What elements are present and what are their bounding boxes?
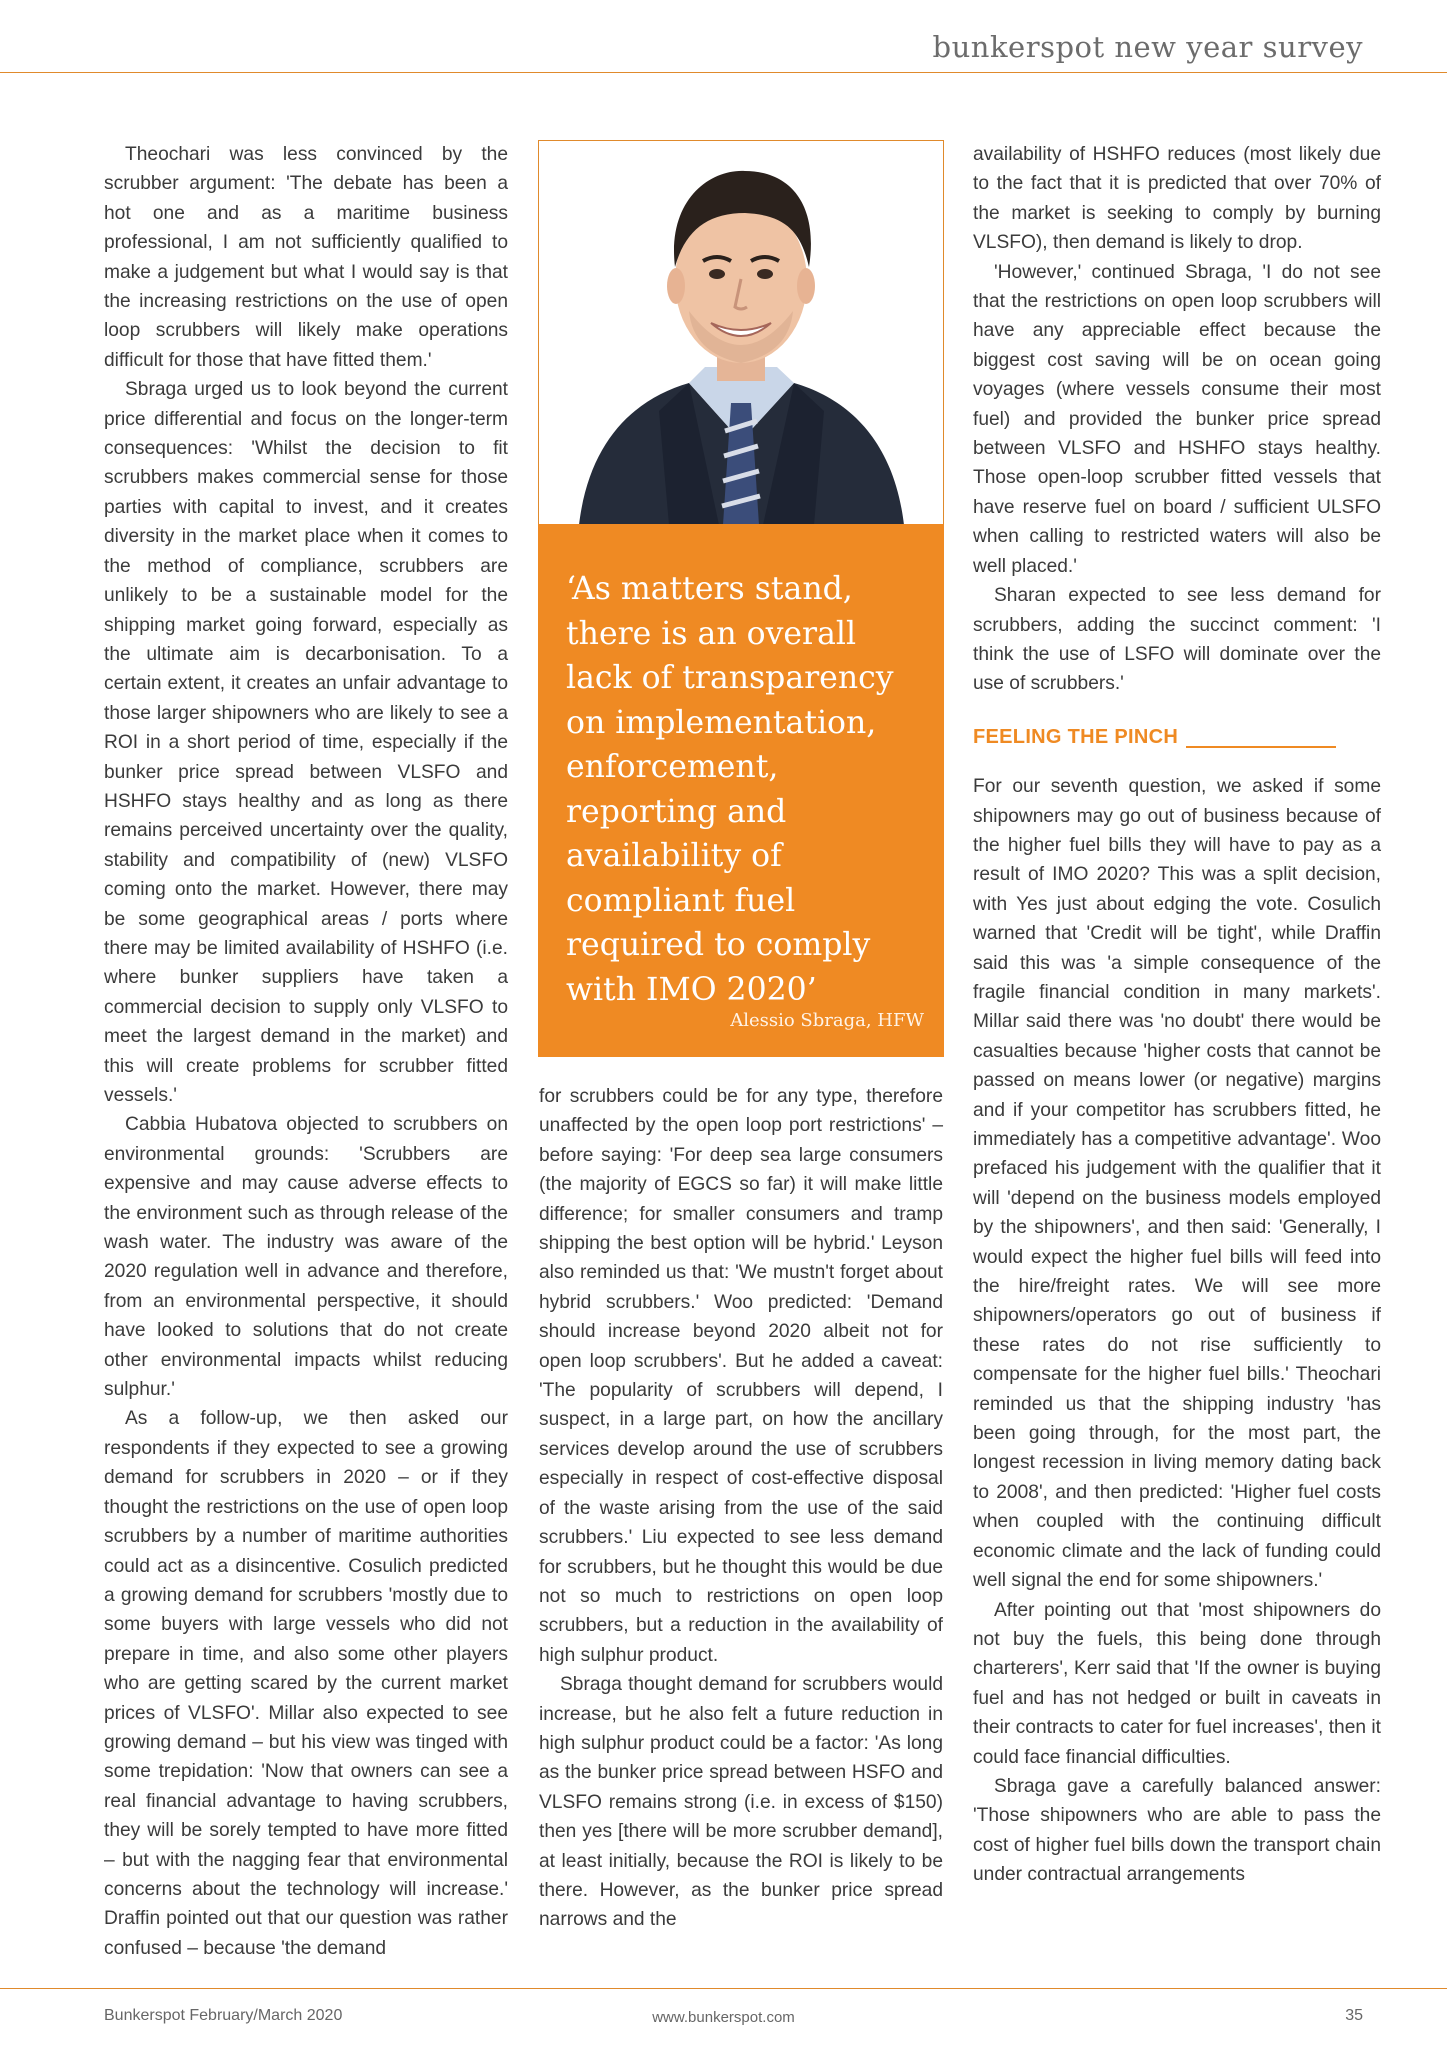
footer-website: www.bunkerspot.com	[652, 2009, 795, 2026]
section-heading-rule	[1186, 746, 1336, 748]
paragraph: availability of HSHFO reduces (most likely due to the fact that it is predicted that over 70% of the market is seeking to comply by burning VLSFO), then demand is likely to drop.	[973, 144, 1381, 254]
pull-quote-text: ‘As matters stand, there is an overall lack of transparency on implementation, enforcement, reporting and availability of compliant fuel required to comply with IMO 2020’	[566, 571, 894, 1008]
paragraph: for scrubbers could be for any type, therefore unaffected by the open loop port restrictions' – before saying: 'For deep sea large consumers (the majority of EGCS so far) it will make little difference; for smaller consumers and tramp shipping the best option will be hybrid.' Leyson also reminded us that: 'We mustn't forget about hybrid scrubbers.' Woo predicted: 'Demand should increase beyond 2020 albeit not for open loop scrubbers'. But he added a caveat: 'The popularity of scrubbers will depend, I suspect, in a large part, on how the ancillary services develop around the use of scrubbers especially in respect of cost-effective disposal of the waste arising from the use of the said scrubbers.' Liu expected to see less demand for scrubbers, but he thought this would be due not so much to restrictions on open loop scrubbers, but a reduction in the availability of high sulphur product.	[539, 1086, 943, 1666]
footer-rule	[0, 1988, 1447, 1989]
paragraph: Sbraga urged us to look beyond the current price differential and focus on the longer-term consequences: 'Whilst the decision to fit scrubbers makes commercial sense for those parties with capital to invest, and it creates diversity in the market place when it comes to the method of compliance, scrubbers are unlikely to be a sustainable model for the shipping market going forward, especially as the ultimate aim is decarbonisation. To a certain extent, it creates an unfair advantage to those larger shipowners who are likely to see a ROI in a short period of time, especially if the bunker price spread between VLSFO and HSHFO stays healthy and as long as there remains perceived uncertainty over the quality, stability and compatibility of (new) VLSFO coming onto the market. However, there may be some geographical areas / ports where there may be limited availability of HSHFO (i.e. where bunker suppliers have taken a commercial decision to supply only VLSFO to meet the largest demand in the market) and this will create problems for scrubber fitted vessels.'	[104, 379, 508, 1106]
paragraph: Theochari was less convinced by the scrubber argument: 'The debate has been a hot one and as a maritime business professional, I am not sufficiently qualified to make a judgement but what I would say is that the increasing restrictions on the use of open loop scrubbers will likely make operations difficult for those that have fitted them.'	[104, 144, 508, 371]
column-1	[104, 140, 508, 1963]
portrait-illustration	[539, 141, 943, 525]
column-3	[973, 140, 1381, 1890]
running-header: bunkerspot new year survey	[932, 30, 1363, 64]
page-number: 35	[1345, 2007, 1363, 2024]
header-rule	[0, 72, 1447, 73]
paragraph: After pointing out that 'most shipowners do not buy the fuels, this being done through charterers', Kerr said that 'If the owner is buying fuel and has not hedged or built in caveats in their contracts to cater for fuel increases', then it could face financial difficulties.	[973, 1599, 1381, 1768]
section-heading-text: FEELING THE PINCH	[973, 725, 1179, 748]
column-2	[539, 1082, 943, 1935]
paragraph: Sbraga thought demand for scrubbers would increase, but he also felt a future reduction in high sulphur product could be a factor: 'As long as the bunker price spread between HSFO and VLSFO remains strong (i.e. in excess of $150) then yes [there will be more scrubber demand], at least initially, because the ROI is likely to be there. However, as the bunker price spread narrows and the	[539, 1674, 943, 1931]
footer-publication: Bunkerspot February/March 2020	[104, 2007, 343, 2024]
paragraph: Sbraga gave a carefully balanced answer: 'Those shipowners who are able to pass the cost of higher fuel bills down the transport chain under contractual arrangements	[973, 1775, 1381, 1886]
pull-quote-attribution: Alessio Sbraga, HFW	[730, 1010, 924, 1031]
portrait-photo	[538, 140, 944, 525]
pull-quote-box	[538, 524, 944, 1057]
paragraph: As a follow-up, we then asked our respondents if they expected to see a growing demand for scrubbers in 2020 – or if they thought the restrictions on the use of open loop scrubbers by a number of maritime authorities could act as a disincentive. Cosulich predicted a growing demand for scrubbers 'mostly due to some buyers with large vessels who did not prepare in time, and also some other players who are getting scared by the current market prices of VLSFO'. Millar also expected to see growing demand – but his view was tinged with some trepidation: 'Now that owners can see a real financial advantage to having scrubbers, they will be sorely tempted to have more fitted – but with the nagging fear that environmental concerns about the technology will increase.' Draffin pointed out that our question was rather confused – because 'the demand	[104, 1408, 508, 1959]
paragraph: For our seventh question, we asked if some shipowners may go out of business because of the higher fuel bills they will have to pay as a result of IMO 2020? This was a split decision, with Yes just about edging the vote. Cosulich warned that 'Credit will be tight', while Draffin said this was 'a simple consequence of the fragile financial condition in many markets'. Millar said there was 'no doubt' there would be casualties because 'higher costs that cannot be passed on means lower (or negative) margins and if your competitor has scrubbers fitted, he immediately has a competitive advantage'. Woo prefaced his judgement with the qualifier that it will 'depend on the business models employed by the shipowners', and then said: 'Generally, I would expect the higher fuel bills will feed into the hire/freight rates. We will see more shipowners/operators go out of business if these rates do not rise sufficiently to compensate for the higher fuel bills.' Theochari reminded us that the shipping industry 'has been going through, for the most part, the longest recession in living memory dating back to 2008', and then predicted: 'Higher fuel costs when coupled with the continuing difficult economic climate and the lack of funding could well signal the end for some shipowners.'	[973, 776, 1381, 1592]
paragraph: Cabbia Hubatova objected to scrubbers on environmental grounds: 'Scrubbers are expensive and may cause adverse effects to the environment such as through release of the wash water. The industry was aware of the 2020 regulation well in advance and therefore, from an environmental perspective, it should have looked to solutions that do not create other environmental impacts whilst reducing sulphur.'	[104, 1114, 508, 1401]
paragraph: Sharan expected to see less demand for scrubbers, adding the succinct comment: 'I think the use of LSFO will dominate over the use of scrubbers.'	[973, 585, 1381, 695]
paragraph: 'However,' continued Sbraga, 'I do not see that the restrictions on open loop scrubbers will have any appreciable effect because the biggest cost saving will be on ocean going voyages (where vessels consume their most fuel) and provided the bunker price spread between VLSFO and HSHFO stays healthy. Those open-loop scrubber fitted vessels that have reserve fuel on board / sufficient ULSFO when calling to restricted waters will also be well placed.'	[973, 261, 1381, 577]
section-heading	[973, 723, 1381, 752]
